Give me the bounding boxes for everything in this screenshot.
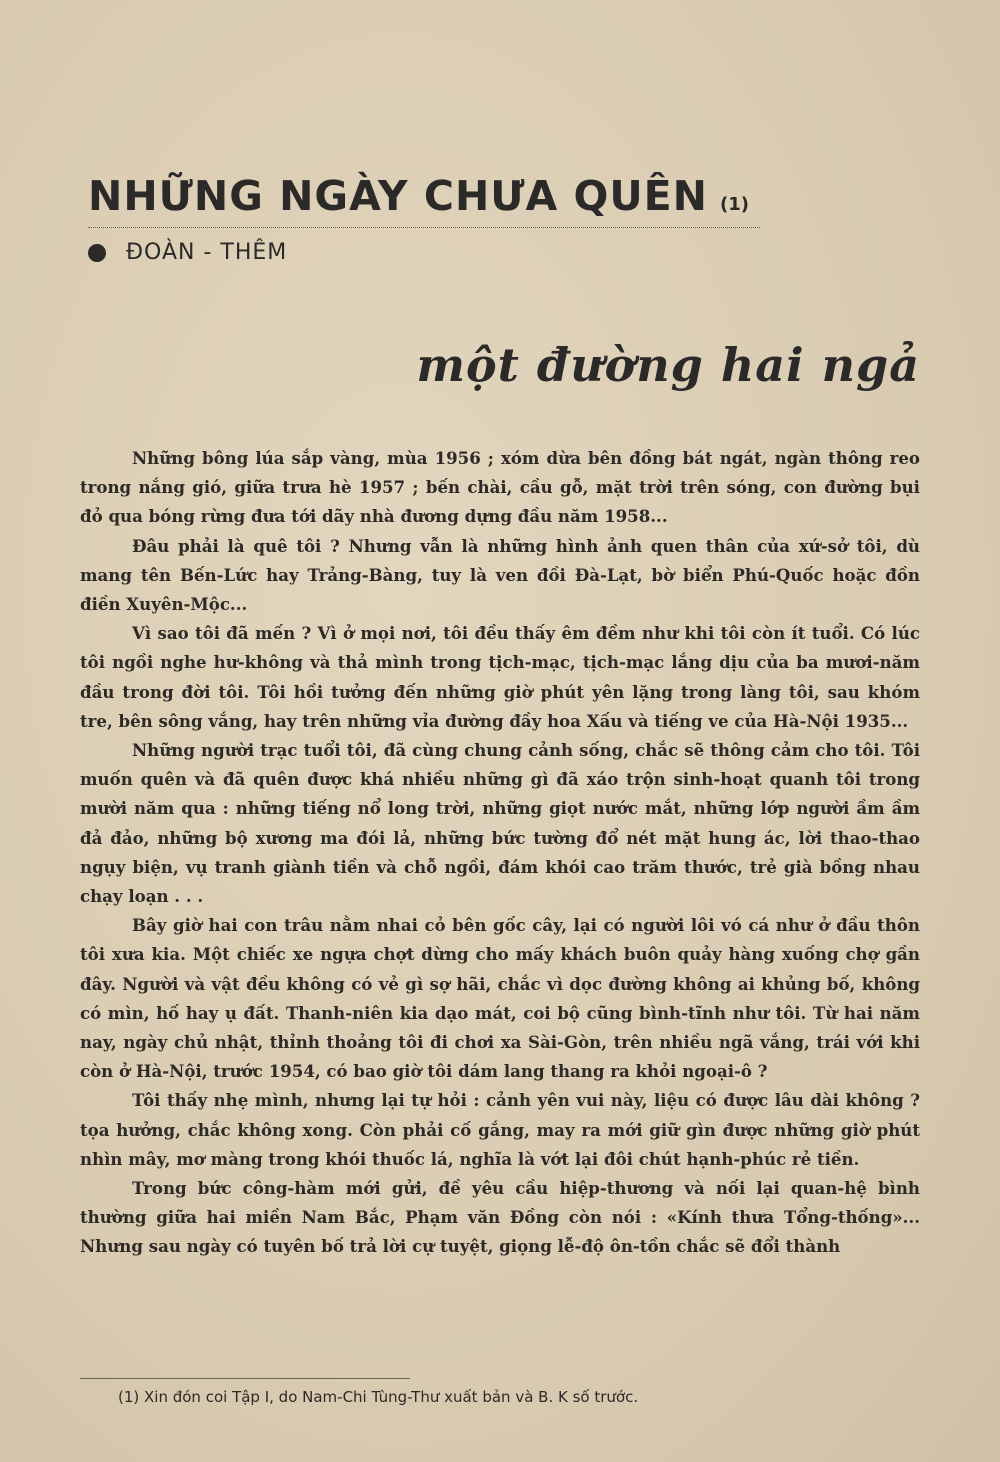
bullet-icon	[88, 244, 106, 262]
section-title: một đường hai ngả	[416, 338, 920, 392]
author-name: ĐOÀN - THÊM	[126, 240, 288, 265]
title-divider	[88, 227, 760, 228]
footnote: (1) Xin đón coi Tập I, do Nam-Chi Tùng-Thư xuất bản và B. K số trước.	[118, 1388, 639, 1406]
footnote-divider	[80, 1378, 410, 1379]
paragraph: Đâu phải là quê tôi ? Nhưng vẫn là những hình ảnh quen thân của xứ-sở tôi, dù mang tên Bến-Lức hay Trảng-Bàng, tuy là ven đồi Đà-Lạt, bờ biển Phú-Quốc hoặc đồn điền Xuyên-Mộc...	[80, 535, 920, 615]
author-row	[88, 240, 287, 265]
paragraph: Bây giờ hai con trâu nằm nhai cỏ bên gốc cây, lại có người lôi vó cá như ở đầu thôn tôi xưa kia. Một chiếc xe ngựa chợt dừng cho mấy khách buôn quảy hàng xuống chợ gần đây. Người và vật đều không có vẻ gì sợ hãi, chắc vì dọc đường không ai khủng bố, không có mìn, hố hay ụ đất. Thanh-niên kia dạo mát, coi bộ cũng bình-tĩnh như tôi. Từ hai năm nay, ngày chủ nhật, thỉnh thoảng tôi đi chơi xa Sài-Gòn, trên nhiều ngã vắng, trái với khi còn ở Hà-Nội, trước 1954, có bao giờ tôi dám lang thang ra khỏi ngoại-ô ?	[80, 915, 920, 1082]
paragraph: Những bông lúa sắp vàng, mùa 1956 ; xóm dừa bên đồng bát ngát, ngàn thông reo trong nắng gió, giữa trưa hè 1957 ; bến chài, cầu gỗ, mặt trời trên sóng, con đường bụi đỏ qua bóng rừng đưa tới dãy nhà đương dựng đầu năm 1958...	[80, 448, 920, 527]
paragraph: Vì sao tôi đã mến ? Vì ở mọi nơi, tôi đều thấy êm đềm như khi tôi còn ít tuổi. Có lúc tôi ngồi nghe hư-không và thả mình trong tịch-mạc, tịch-mạc lắng dịu của ba mươi-năm đầu trong đời tôi. Tôi hồi tưởng đến những giờ phút yên lặng trong làng tôi, sau khóm tre, bên sông vắng, hay trên những vỉa đường đầy hoa Xấu và tiếng ve của Hà-Nội 1935...	[80, 623, 920, 731]
article-title: NHỮNG NGÀY CHƯA QUÊN	[88, 172, 708, 220]
paragraph: Những người trạc tuổi tôi, đã cùng chung cảnh sống, chắc sẽ thông cảm cho tôi. Tôi muốn quên và đã quên được khá nhiều những gì đã xáo trộn sinh-hoạt quanh tôi trong mười năm qua : những tiếng nổ long trời, những giọt nước mắt, những lớp người ầm ầm đả đảo, những bộ xương ma đói lả, những bức tường đổ nét mặt hung ác, lời thao-thao ngụy biện, vụ tranh giành tiền và chỗ ngồi, đám khói cao trăm thước, trẻ già bồng nhau chạy loạn . . .	[80, 740, 920, 907]
footnote-marker: (1)	[720, 194, 749, 215]
article-body	[80, 444, 920, 1262]
title-row	[88, 172, 788, 220]
paragraph: Trong bức công-hàm mới gửi, đề yêu cầu hiệp-thương và nối lại quan-hệ bình thường giữa hai miền Nam Bắc, Phạm văn Đồng còn nói : «Kính thưa Tổng-thống»... Nhưng sau ngày có tuyên bố trả lời cự tuyệt, giọng lễ-độ ôn-tồn chắc sẽ đổi thành	[80, 1178, 920, 1257]
paragraph: Tôi thấy nhẹ mình, nhưng lại tự hỏi : cảnh yên vui này, liệu có được lâu dài không ? tọa hưởng, chắc không xong. Còn phải cố gắng, may ra mới giữ gìn được những giờ phút nhìn mây, mơ màng trong khói thuốc lá, nghĩa là vớt lại đôi chút hạnh-phúc rẻ tiền.	[80, 1090, 920, 1169]
